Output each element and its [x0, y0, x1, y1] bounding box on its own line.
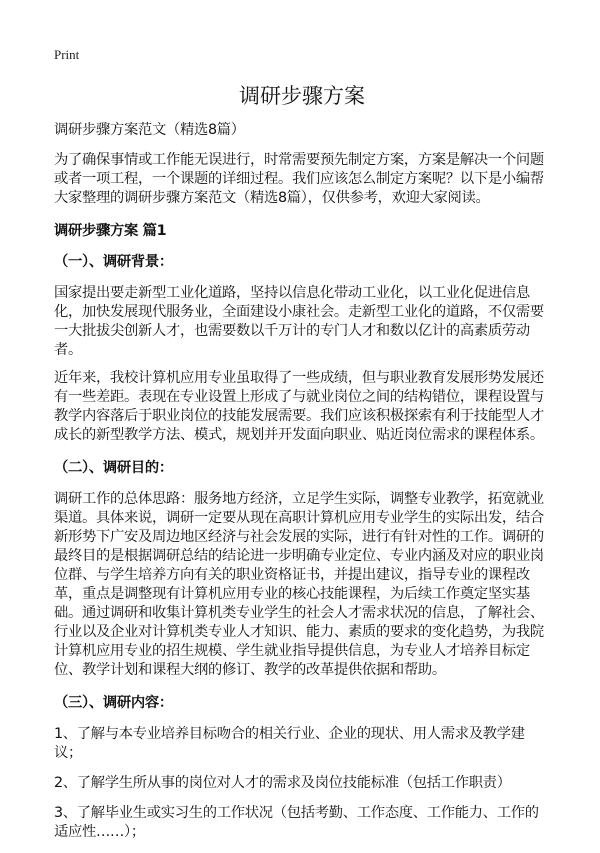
list-item: 3、了解毕业生或实习生的工作状况（包括考勤、工作态度、工作能力、工作的适应性……）； [54, 805, 539, 840]
document-subtitle: 调研步骤方案范文（精选8篇） [54, 122, 245, 138]
list-item: 2、了解学生所从事的岗位对人才的需求及岗位技能标准（包括工作职责） [54, 775, 511, 791]
section-heading-purpose: （二）、调研目的： [54, 460, 173, 476]
paragraph: 国家提出要走新型工业化道路，坚持以信息化带动工业化，以工业化促进信息化，加快发展现代服务业，全面建设小康社会。走新型工业化的道路，不仅需要一大批拔尖创新人才，也需要数以千万计的专门人才和数以亿计的高素质劳动者。 [54, 285, 544, 358]
intro-paragraph: 为了确保事情或工作能无误进行，时常需要预先制定方案，方案是解决一个问题或者一项工程，一个课题的详细过程。我们应该怎么制定方案呢？以下是小编帮大家整理的调研步骤方案范文（精选8篇），仅供参考，欢迎大家阅读。 [54, 152, 544, 206]
section-heading-background: （一）、调研背景： [54, 254, 173, 270]
paragraph: 近年来，我校计算机应用专业虽取得了一些成绩，但与职业教育发展形势发展还有一些差距。表现在专业设置上形成了与就业岗位之间的结构错位，课程设置与教学内容落后于职业岗位的技能发展需要。我们应该积极探索有利于技能型人才成长的新型教学方法、模式，规划并开发面向职业、贴近岗位需求的课程体系。 [54, 370, 544, 443]
paragraph: 调研工作的总体思路：服务地方经济，立足学生实际，调整专业教学，拓宽就业渠道。具体来说，调研一定要从现在高职计算机应用专业学生的实际出发，结合新形势下广安及周边地区经济与社会发展的实际，进行有针对性的工作。调研的最终目的是根据调研总结的结论进一步明确专业定位、专业内涵及对应的职业岗位群、与学生培养方向有关的职业资格证书，并提出建议，指导专业的课程改革，重点是调整现有计算机应用专业的核心技能课程，为后续工作奠定坚实基础。通过调研和收集计算机类专业学生的社会人才需求状况的信息，了解社会、行业以及企业对计算机类专业人才知识、能力、素质的要求的变化趋势，为我院计算机应用专业的招生规模、学生就业指导提供信息，为专业人才培养目标定位、教学计划和课程大纲的修订、教学的改革提供依据和帮助。 [54, 491, 544, 678]
document-title: 调研步骤方案 [239, 84, 365, 108]
document-body [54, 121, 550, 853]
article-heading: 调研步骤方案 篇1 [54, 223, 167, 239]
section-heading-content: （三）、调研内容： [54, 695, 173, 711]
print-link[interactable]: Print [54, 47, 80, 62]
list-item: 1、了解与本专业培养目标吻合的相关行业、企业的现状、用人需求及教学建议； [54, 726, 525, 761]
